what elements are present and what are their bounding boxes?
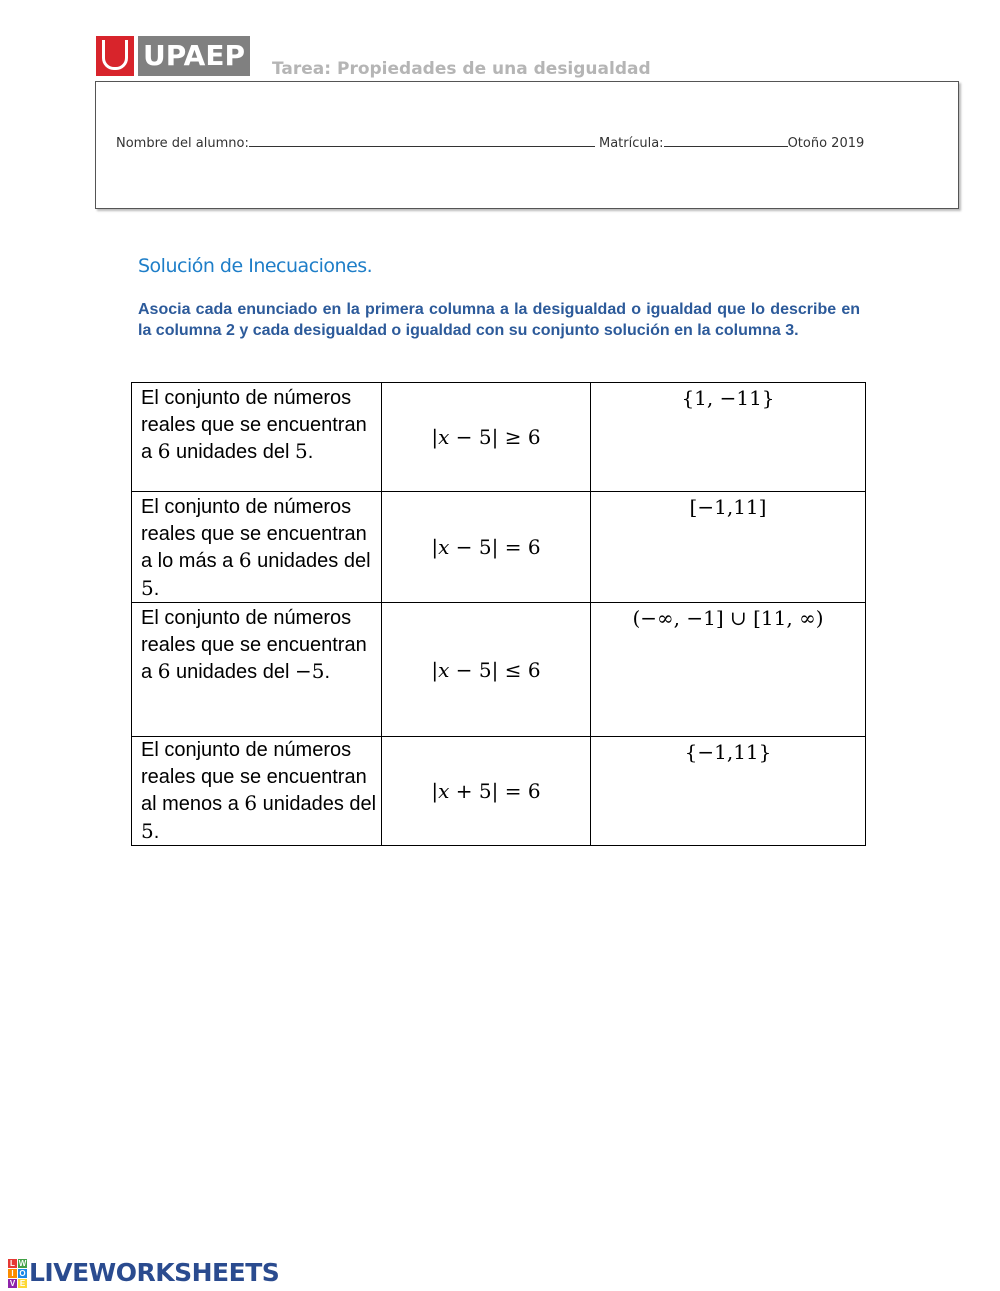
liveworksheets-icon: L W I O V E bbox=[9, 1258, 27, 1288]
document-title: Tarea: Propiedades de una desigualdad bbox=[272, 59, 651, 79]
matching-table bbox=[131, 382, 866, 846]
liveworksheets-brand: LIVEWORKSHEETS bbox=[29, 1258, 280, 1287]
upaep-logo bbox=[96, 36, 250, 76]
expression-cell[interactable]: |𝑥 + 5| = 6 bbox=[382, 737, 591, 846]
liveworksheets-logo[interactable] bbox=[8, 1258, 279, 1287]
solution-cell[interactable]: [−1,11] bbox=[591, 492, 866, 603]
section-title: Solución de Inecuaciones. bbox=[138, 255, 373, 277]
table-row bbox=[132, 492, 866, 603]
solution-cell[interactable]: (−∞, −1] ∪ [11, ∞) bbox=[591, 603, 866, 737]
table-row bbox=[132, 383, 866, 492]
student-id-field[interactable] bbox=[664, 134, 788, 147]
student-name-field[interactable] bbox=[249, 134, 595, 147]
table-row bbox=[132, 603, 866, 737]
upaep-logo-text: UPAEP bbox=[138, 36, 250, 76]
student-name-label: Nombre del alumno: bbox=[116, 136, 249, 151]
expression-cell[interactable]: |𝑥 − 5| ≥ 6 bbox=[382, 383, 591, 492]
student-info-line bbox=[116, 134, 864, 151]
instructions: Asocia cada enunciado en la primera columna a la desigualdad o igualdad que lo describe en la columna 2 y cada desigualdad o igualdad con su conjunto solución en la columna 3. bbox=[138, 301, 860, 339]
table-row bbox=[132, 737, 866, 846]
upaep-u-icon bbox=[96, 36, 134, 76]
student-info-box bbox=[95, 81, 959, 209]
statement-cell[interactable]: El conjunto de números reales que se encuentran a lo más a 6 unidades del 5. bbox=[132, 492, 382, 603]
solution-cell[interactable]: {−1,11} bbox=[591, 737, 866, 846]
statement-cell[interactable]: El conjunto de números reales que se encuentran a 6 unidades del 5. bbox=[132, 383, 382, 492]
solution-cell[interactable]: {1, −11} bbox=[591, 383, 866, 492]
expression-cell[interactable]: |𝑥 − 5| ≤ 6 bbox=[382, 603, 591, 737]
student-id-label: Matrícula: bbox=[598, 136, 664, 151]
term-label: Otoño 2019 bbox=[787, 136, 865, 151]
statement-cell[interactable]: El conjunto de números reales que se encuentran a 6 unidades del −5. bbox=[132, 603, 382, 737]
statement-cell[interactable]: El conjunto de números reales que se encuentran al menos a 6 unidades del 5. bbox=[132, 737, 382, 846]
expression-cell[interactable]: |𝑥 − 5| = 6 bbox=[382, 492, 591, 603]
